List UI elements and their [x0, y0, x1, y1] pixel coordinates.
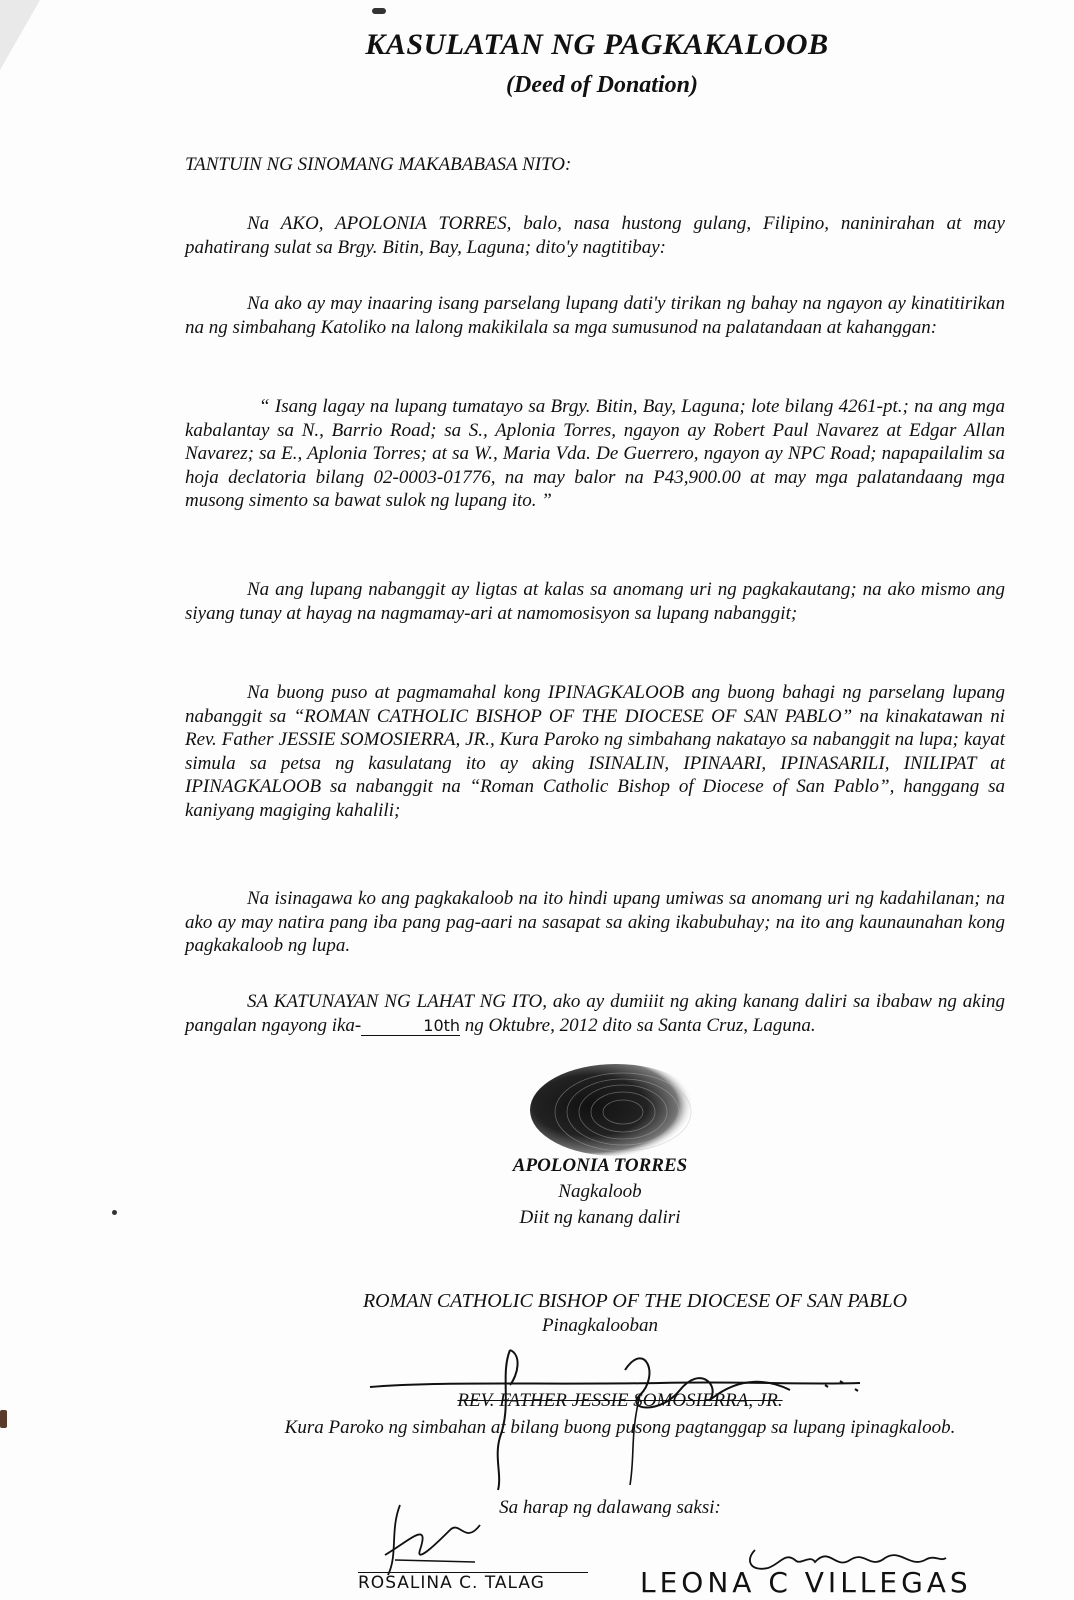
- scan-mark: [0, 1410, 7, 1428]
- addressee-line: TANTUIN NG SINOMANG MAKABABASA NITO:: [185, 154, 572, 175]
- donor-thumbprint-note: Diit ng kanang daliri: [519, 1207, 681, 1228]
- witnesses-heading: Sa harap ng dalawang saksi:: [499, 1497, 721, 1518]
- scan-mark: [372, 8, 386, 14]
- closing-text-before: SA KATUNAYAN NG LAHAT NG ITO, ako ay dumiiit ng aking kanang daliri sa ibabaw ng aking pangalan ngayong ika-: [185, 991, 1005, 1036]
- priest-signature: [360, 1345, 880, 1495]
- witness-2-name: LEONA C VILLEGAS: [640, 1566, 972, 1599]
- paragraph-free-of-debt: Na ang lupang nabanggit ay ligtas at kalas sa anomang uri ng pagkakautang; na ako mismo ang siyang tunay at hayag na nagmamay-ari at namomosisyon sa lupang nabanggit;: [185, 579, 1005, 624]
- document-title: KASULATAN NG PAGKAKALOOB: [365, 28, 829, 61]
- paragraph-declaration: Na AKO, APOLONIA TORRES, balo, nasa hustong gulang, Filipino, naninirahan at may pahatirang sulat sa Brgy. Bitin, Bay, Laguna; dito'y nagtitibay:: [185, 213, 1005, 258]
- paragraph-intent: Na isinagawa ko ang pagkakaloob na ito hindi upang umiwas sa anomang uri ng kadahilanan; na ako ay may natira pang iba pang pag-aari na sasapat sa aking ikabubuhay; na ito ang kaunaunahan kong pagkakaloob ng lupa.: [185, 888, 1005, 957]
- donor-name: APOLONIA TORRES: [512, 1155, 688, 1176]
- donee-name: ROMAN CATHOLIC BISHOP OF THE DIOCESE OF SAN PABLO: [362, 1290, 908, 1312]
- paragraph-land-description: “ Isang lagay na lupang tumatayo sa Brgy. Bitin, Bay, Laguna; lote bilang 4261-pt.; na ang mga kabalantay sa N., Barrio Road; sa S., Aplonia Torres, ngayon ay Robert Paul Navarez at Edgar Allan Navarez; sa E., Aplonia Torres; at sa W., Maria Vda. De Guerrero, ngayon ay NPC Road; napapailalim sa hoja declatoria bilang 02-0003-01776, na may balor na P43,900.00 at may mga palatandaang mga musong simento sa bawat sulok ng lupang ito. ”: [185, 396, 1005, 512]
- paragraph-property: Na ako ay may inaaring isang parselang lupang dati'y tirikan ng bahay na ngayon ay kinatitirikan na ng simbahang Katoliko na lalong makikilala sa mga sumusunod na palatandaan at kahanggan:: [185, 293, 1005, 338]
- priest-role: Kura Paroko ng simbahan at bilang buong pusong pagtanggap sa lupang ipinagkaloob.: [284, 1417, 956, 1438]
- priest-name: REV. FATHER JESSIE SOMOSIERRA, JR.: [457, 1390, 783, 1411]
- paragraph-donation: Na buong puso at pagmamahal kong IPINAGKALOOB ang buong bahagi ng parselang lupang nabanggit sa “ROMAN CATHOLIC BISHOP OF THE DIOCESE OF SAN PABLO” na kinakatawan ni Rev. Father JESSIE SOMOSIERRA, JR., Kura Paroko ng simbahang nakatayo sa nabanggit na lupa; kayat simula sa petsa ng kasulatang ito ay aking ISINALIN, IPINAARI, IPINASARILI, INILIPAT at IPINAGKALOOB sa nabanggit na “Roman Catholic Bishop of Diocese of San Pablo”, hanggang sa kaniyang magiging kahalili;: [185, 682, 1005, 821]
- donee-role: Pinagkalooban: [541, 1315, 659, 1336]
- witness-1-name: ROSALINA C. TALAG: [358, 1572, 588, 1593]
- paragraph-closing: [185, 990, 1005, 1037]
- closing-text-after: ng Oktubre, 2012 dito sa Santa Cruz, Laguna.: [460, 1014, 816, 1036]
- donor-role: Nagkaloob: [558, 1181, 642, 1202]
- document-subtitle: (Deed of Donation): [506, 72, 698, 98]
- witness-1-signature: [380, 1500, 490, 1580]
- date-blank: 10th: [361, 1016, 460, 1037]
- thumbprint-image: [528, 1062, 708, 1162]
- scan-mark: [112, 1210, 117, 1215]
